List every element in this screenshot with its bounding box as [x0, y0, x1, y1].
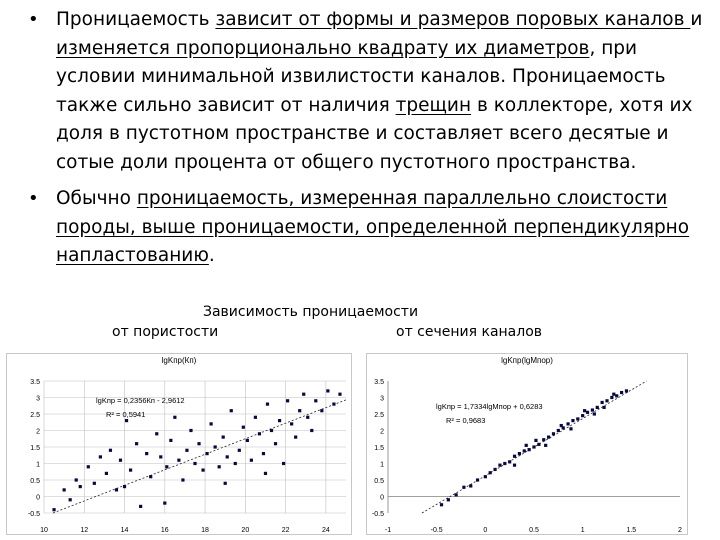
data-point	[455, 493, 458, 496]
data-point	[620, 391, 623, 394]
data-point	[547, 436, 550, 439]
data-point	[205, 452, 208, 455]
bullet-text-2	[56, 188, 689, 266]
data-point	[469, 484, 472, 487]
data-point	[93, 482, 96, 485]
data-point	[290, 422, 293, 425]
y-tick-label: -0.5	[27, 511, 40, 518]
x-tick-label: 0.5	[529, 527, 539, 534]
chart-title: lgKпр(Кп)	[161, 356, 197, 365]
data-point	[610, 396, 613, 399]
data-point	[493, 468, 496, 471]
x-tick-label: 18	[201, 527, 209, 534]
y-tick-label: 0.5	[374, 478, 384, 485]
data-point	[258, 432, 261, 435]
x-tick-label: 20	[241, 527, 250, 534]
bullet-marker: •	[28, 188, 39, 209]
x-tick-label: -1	[384, 527, 392, 534]
channel-section-permeability-chart	[366, 353, 688, 535]
data-point	[52, 508, 55, 511]
bullet-item-1	[14, 6, 704, 177]
text-run: и	[690, 9, 703, 30]
y-tick-label: 1.5	[30, 445, 40, 452]
data-point	[503, 462, 506, 465]
data-point	[310, 429, 313, 432]
data-point	[583, 409, 586, 412]
data-point	[69, 498, 72, 501]
x-tick-label: 16	[160, 527, 169, 534]
data-point	[605, 399, 608, 402]
data-point	[75, 478, 78, 481]
data-point	[532, 445, 535, 448]
data-point	[262, 452, 265, 455]
data-point	[476, 478, 479, 481]
data-point	[596, 406, 599, 409]
data-point	[149, 475, 152, 478]
data-point	[544, 444, 547, 447]
data-point	[282, 462, 285, 465]
y-tick-label: 0	[36, 494, 40, 502]
data-point	[286, 399, 289, 402]
data-point	[576, 417, 579, 420]
x-tick-label: 1	[580, 527, 585, 534]
data-point	[625, 389, 628, 392]
data-point	[163, 502, 166, 505]
data-point	[197, 442, 200, 445]
data-point	[498, 464, 501, 467]
data-point	[250, 459, 253, 462]
data-point	[234, 462, 237, 465]
underlined-text-run: проницаемость, измеренная параллельно слоистости породы, выше проницаемости, определенной перпендикулярно напластованию	[56, 188, 690, 266]
data-point	[326, 389, 329, 392]
data-point	[593, 412, 596, 415]
data-point	[165, 465, 168, 468]
data-point	[115, 488, 118, 491]
data-point	[123, 485, 126, 488]
data-point	[447, 498, 450, 501]
data-point	[508, 460, 511, 463]
text-run: .	[208, 245, 215, 266]
data-point	[513, 455, 516, 458]
data-point	[105, 472, 108, 475]
underlined-text-run: изменяется пропорционально квадрату их диаметров	[56, 37, 590, 59]
data-point	[139, 505, 142, 508]
data-point	[566, 422, 569, 425]
x-tick-label: 0	[483, 527, 488, 534]
data-point	[185, 449, 188, 452]
data-point	[238, 449, 241, 452]
bullet-item-2	[14, 185, 704, 271]
data-point	[320, 409, 323, 412]
data-point	[99, 455, 102, 458]
data-point	[302, 393, 305, 396]
porosity-permeability-chart	[6, 353, 352, 535]
y-tick-label: 1	[380, 461, 384, 469]
data-point	[560, 424, 563, 427]
data-point	[528, 448, 531, 451]
y-tick-label: 0	[380, 494, 384, 502]
data-point	[193, 462, 196, 465]
data-point	[542, 438, 545, 441]
data-point	[537, 443, 540, 446]
bullet-list	[14, 6, 704, 271]
data-point	[201, 469, 204, 472]
data-point	[210, 422, 213, 425]
data-point	[489, 471, 492, 474]
data-point	[338, 393, 341, 396]
y-tick-label: 3	[36, 395, 40, 403]
data-point	[135, 442, 138, 445]
data-point	[484, 475, 487, 478]
data-point	[177, 459, 180, 462]
x-tick-label: 2	[678, 527, 682, 534]
y-tick-label: 2	[380, 428, 384, 436]
y-tick-label: 2.5	[374, 412, 384, 419]
text-run: в коллекторе, хотя их доля в пустотном пространстве и составляет всего десятые и сотые доли процента от общего пустотного пространства.	[56, 94, 693, 173]
x-tick-label: 22	[281, 527, 290, 534]
data-point	[601, 401, 604, 404]
data-point	[79, 485, 82, 488]
data-point	[246, 439, 249, 442]
left-chart-caption: от пористости	[112, 324, 219, 340]
data-point	[270, 429, 273, 432]
data-point	[552, 432, 555, 435]
data-point	[230, 409, 233, 412]
data-point	[586, 411, 589, 414]
data-point	[525, 444, 528, 447]
data-point	[534, 439, 537, 442]
data-point	[181, 478, 184, 481]
data-point	[218, 465, 221, 468]
x-tick-label: 1.5	[626, 527, 637, 534]
data-point	[222, 436, 225, 439]
underlined-text-run: зависит от формы и размеров поровых каналов	[215, 9, 691, 30]
data-point	[129, 469, 132, 472]
data-point	[278, 419, 281, 422]
data-point	[612, 393, 615, 396]
y-tick-label: 3.5	[374, 379, 384, 386]
data-point	[125, 419, 128, 422]
regression-equation: lgKпр = 1,7334lgMпор + 0,6283	[436, 402, 543, 411]
data-point	[557, 429, 560, 432]
data-point	[591, 408, 594, 411]
data-point	[518, 452, 521, 455]
data-point	[298, 409, 301, 412]
data-point	[306, 416, 309, 419]
data-point	[145, 452, 148, 455]
data-point	[571, 419, 574, 422]
data-point	[462, 486, 465, 489]
data-point	[294, 436, 297, 439]
data-point	[159, 455, 162, 458]
data-point	[169, 439, 172, 442]
data-point	[264, 472, 267, 475]
r-squared-label: R² = 0,9683	[446, 416, 486, 425]
data-point	[440, 503, 443, 506]
y-tick-label: 1	[36, 461, 40, 469]
bullet-text-1	[56, 9, 702, 173]
y-tick-label: 2.5	[30, 412, 40, 419]
data-point	[274, 442, 277, 445]
data-point	[523, 449, 526, 452]
r-squared-label: R² = 0,5941	[106, 410, 146, 419]
x-tick-label: 14	[120, 527, 129, 534]
data-point	[224, 482, 227, 485]
data-point	[119, 459, 122, 462]
data-point	[214, 445, 217, 448]
x-tick-label: 24	[321, 527, 330, 534]
data-point	[581, 414, 584, 417]
y-tick-label: 2	[36, 428, 40, 436]
chart-frame	[7, 354, 352, 535]
data-point	[266, 403, 269, 406]
data-point	[569, 427, 572, 430]
x-tick-label: -0.5	[430, 527, 443, 534]
porosity-chart-svg	[6, 353, 352, 535]
data-point	[87, 465, 90, 468]
y-tick-label: 3.5	[30, 379, 40, 386]
data-point	[602, 406, 605, 409]
y-tick-label: 1.5	[374, 445, 384, 452]
channel-section-chart-svg	[366, 353, 688, 535]
y-tick-label: 0.5	[30, 478, 40, 485]
text-run: Обычно	[56, 188, 137, 209]
data-point	[254, 416, 257, 419]
x-tick-label: 10	[40, 527, 48, 534]
charts-main-caption: Зависимость проницаемости	[203, 304, 419, 320]
text-run: , при условии минимальной извилистости каналов. Проницаемость также сильно зависит от наличия	[56, 37, 666, 116]
data-point	[155, 432, 158, 435]
y-tick-label: -0.5	[371, 511, 384, 518]
data-point	[242, 426, 245, 429]
data-point	[332, 403, 335, 406]
data-point	[109, 449, 112, 452]
y-tick-label: 3	[380, 395, 384, 403]
x-tick-label: 12	[80, 527, 89, 534]
underlined-text-run: трещин	[395, 94, 472, 116]
data-point	[63, 488, 66, 491]
data-point	[226, 455, 229, 458]
bullet-marker: •	[28, 9, 39, 30]
data-point	[513, 464, 516, 467]
data-point	[173, 416, 176, 419]
data-point	[615, 394, 618, 397]
right-chart-caption: от сечения каналов	[396, 324, 543, 340]
data-point	[189, 429, 192, 432]
text-run: Проницаемость	[56, 9, 216, 30]
data-point	[314, 399, 317, 402]
regression-equation: lgKпр = 0,2356Кп - 2,9612	[96, 396, 185, 405]
chart-title: lgKпр(lgMпор)	[501, 356, 553, 365]
